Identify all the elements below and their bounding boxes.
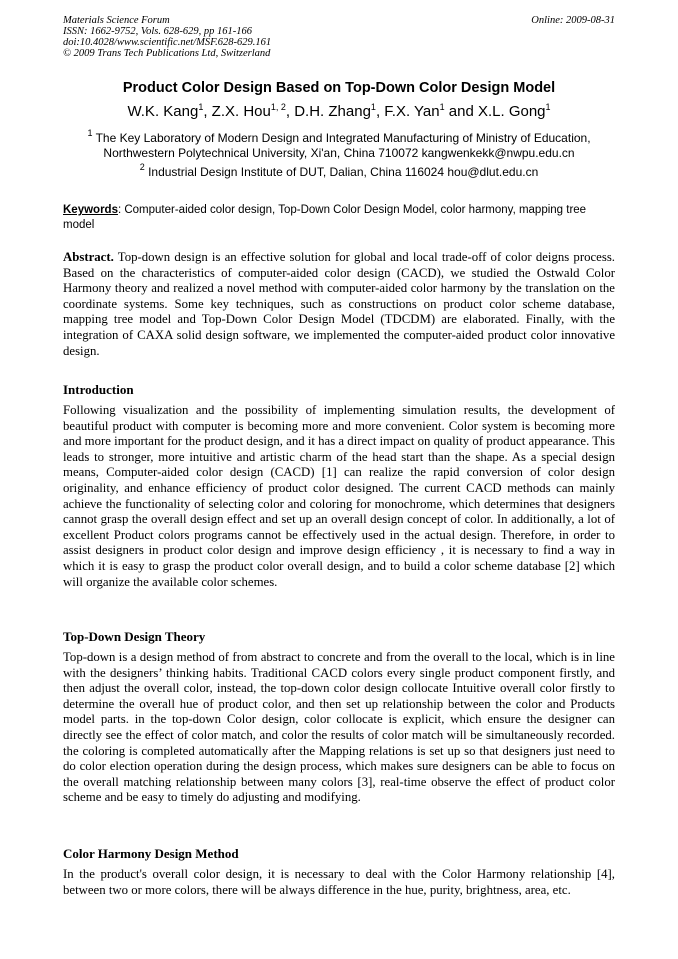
author-name: Z.X. Hou bbox=[211, 103, 271, 120]
paper-title: Product Color Design Based on Top-Down Color Design Model bbox=[122, 80, 556, 96]
author-name: W.K. Kang bbox=[127, 103, 199, 120]
author-separator: and bbox=[444, 103, 478, 120]
author-separator: , bbox=[203, 103, 212, 120]
issn-line: ISSN: 1662-9752, Vols. 628-629, pp 161-166 bbox=[63, 26, 252, 37]
copyright-line: © 2009 Trans Tech Publications Ltd, Switzerland bbox=[63, 48, 271, 59]
keywords-colon: : bbox=[117, 204, 125, 216]
abstract-block bbox=[63, 250, 615, 359]
affiliation-line: Northwestern Polytechnical University, Xi'an, China 710072 kangwenkekk@nwpu.edu.cn bbox=[103, 146, 575, 160]
abstract-text: Top-down design is an effective solution for global and local trade-off of color deigns process. Based on the characteristics of computer-aided color design (CACD), we studied the Ostwald Color Harmony theory and realized a novel method with computer-aided color harmony by the translation on the coordinate systems. Some key techniques, such as constructions on product color scheme database, mapping tree model and Top-Down Color Design Model (TDCDM) are elaborated. Finally, with the integration of CAXA solid design software, we implemented the computer-aided product color innovative design. bbox=[63, 250, 615, 358]
author-name: D.H. Zhang bbox=[294, 103, 371, 120]
author-name: F.X. Yan bbox=[384, 103, 440, 120]
section-heading: Color Harmony Design Method bbox=[63, 846, 239, 861]
author-separator: , bbox=[375, 103, 385, 120]
keywords-text: Computer-aided color design, Top-Down Color Design Model, color harmony, mapping tree model bbox=[63, 204, 587, 231]
section-heading: Top-Down Design Theory bbox=[63, 629, 206, 644]
author-separator: , bbox=[285, 103, 295, 120]
journal-name: Materials Science Forum bbox=[63, 15, 170, 26]
affiliation-line: The Key Laboratory of Modern Design and Integrated Manufacturing of Ministry of Education, bbox=[95, 131, 591, 145]
author-affil-marker: 1 bbox=[545, 102, 551, 112]
journal-header bbox=[63, 15, 615, 59]
keywords-block bbox=[63, 203, 615, 232]
author-affil-marker: 1, 2 bbox=[270, 102, 286, 112]
affiliation-marker: 1 bbox=[87, 128, 93, 138]
author-affil-marker: 1 bbox=[198, 102, 204, 112]
online-date: Online: 2009-08-31 bbox=[531, 15, 615, 26]
author-affil-marker: 1 bbox=[370, 102, 376, 112]
affiliation-1 bbox=[40, 128, 638, 161]
abstract-label: Abstract. bbox=[63, 250, 114, 264]
author-name: X.L. Gong bbox=[477, 103, 546, 120]
affiliation-marker: 2 bbox=[139, 162, 145, 172]
section-paragraph: In the product's overall color design, it is necessary to deal with the Color Harmony relationship [4], between two or more colors, there will be always difference in the hue, purity, brightness, area, etc. bbox=[63, 867, 615, 897]
author-affil-marker: 1 bbox=[439, 102, 445, 112]
section-paragraph: Following visualization and the possibility of implementing simulation results, the development of beautiful product with computer is becoming more and more convenient. Color system is becoming more and more important for the product design, and it has a direct impact on quality of product appearance. This leads to stronger, more intuitive and artistic charm of the head start than the shape. As a special design means, Computer-aided color design (CACD) [1] can realize the rapid conversion of color design originality, and enhance efficiency of product color designed. The current CACD methods can mainly achieve the functionality of selecting color and coloring for monochrome, which determines that designers cannot grasp the overall design effect and set up an overall design concept of color. In additionally, a lot of excellent Product colors programs cannot be effectively used in the actual design. Therefore, in order to assist designers in product color design and improve design efficiency , it is necessary to find a way in which it is easy to grasp the product color overall design, and to build a color scheme database [2] which will organize the available color schemes. bbox=[63, 403, 615, 589]
section-heading: Introduction bbox=[63, 382, 134, 397]
affiliation-2 bbox=[40, 162, 638, 180]
author-list bbox=[40, 103, 638, 121]
section-paragraph: Top-down is a design method of from abstract to concrete and from the overall to the local, which is in line with the designers’ thinking habits. Traditional CACD colors every single product component firstly, and then adjust the overall color, instead, the top-down color design collocate Intuitive overall color firstly to determine the overall hue of product color, and then set up relationship between the color and Products model parts. in the top-down Color design, color collocate is explicit, which ensure the designer can directly see the effect of color match, and color the results of color match will be simultaneously recorded. the coloring is completed automatically after the Mapping relations is set up so that designers just need to do color election operation during the design process, which makes sure designers can be able to focus on the overall matching relationship between many colors [3], real-time observe the effect of product color scheme and be easy to timely do adjusting and modifying. bbox=[63, 650, 615, 805]
doi-line: doi:10.4028/www.scientific.net/MSF.628-629.161 bbox=[63, 37, 272, 48]
keywords-label: Keywords bbox=[63, 204, 118, 216]
affiliation-line: Industrial Design Institute of DUT, Dalian, China 116024 hou@dlut.edu.cn bbox=[148, 165, 539, 179]
